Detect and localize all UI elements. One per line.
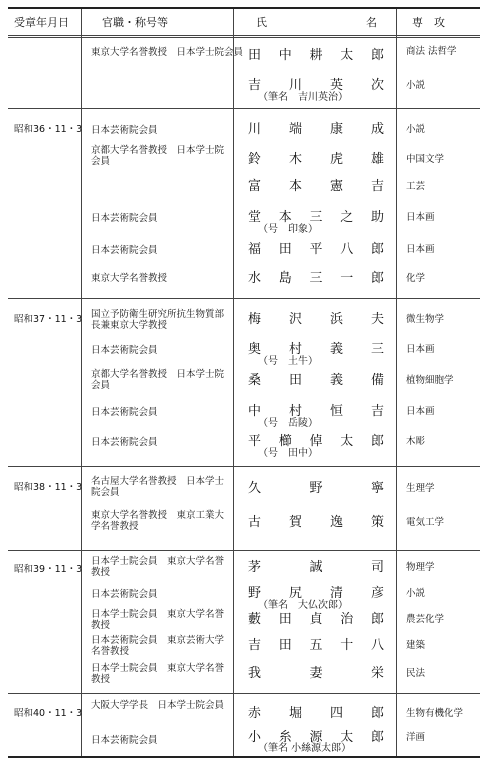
name-cell	[248, 613, 384, 626]
header-date: 受章年月日	[14, 16, 69, 29]
name-part: 櫛	[278, 434, 292, 449]
title-cell: 東京大学名誉教授	[91, 273, 168, 284]
specialty-cell: 商法 法哲学	[406, 46, 457, 57]
award-table	[8, 7, 480, 758]
name-part: 堂	[248, 210, 262, 225]
name-part: 誠	[309, 560, 323, 575]
name-part: 中	[248, 404, 262, 419]
title-cell: 日本学士院会員 東京大学名誉教授	[91, 663, 225, 685]
name-part: 本	[288, 179, 302, 194]
name-part: 三	[309, 271, 323, 286]
name-cell	[248, 561, 384, 574]
group-separator	[8, 693, 480, 694]
name-cell	[248, 49, 384, 62]
name-part: 中	[278, 48, 292, 63]
name-part: 田	[278, 612, 292, 627]
name-part: 逸	[329, 515, 343, 530]
name-part: 糸	[278, 730, 292, 745]
title-cell: 日本芸術院会員	[91, 125, 158, 136]
name-cell	[248, 211, 384, 224]
name-part: 彦	[370, 586, 384, 601]
specialty-cell: 化学	[406, 273, 426, 284]
name-part: 恒	[329, 404, 343, 419]
name-part: 妻	[309, 666, 323, 681]
specialty-cell: 中国文学	[406, 154, 445, 165]
name-cell	[248, 516, 384, 529]
name-part: 太	[340, 730, 354, 745]
pen-name-note: （号 土牛）	[258, 356, 318, 367]
name-part: 梅	[248, 312, 262, 327]
name-part: 倬	[309, 434, 323, 449]
name-part: 桑	[248, 373, 262, 388]
name-part: 義	[329, 342, 343, 357]
name-part: 村	[288, 342, 302, 357]
name-part: 沢	[288, 312, 302, 327]
title-cell: 日本学士院会員 東京大学名誉教授	[91, 556, 225, 578]
specialty-cell: 民法	[406, 668, 426, 679]
name-part: 村	[288, 404, 302, 419]
specialty-cell: 電気工学	[406, 517, 445, 528]
name-part: 福	[248, 242, 262, 257]
name-part: 吉	[248, 638, 262, 653]
title-cell: 日本芸術院会員	[91, 245, 158, 256]
name-cell	[248, 435, 384, 448]
name-part: 茅	[248, 560, 262, 575]
name-part: 平	[248, 434, 262, 449]
name-part: 富	[248, 179, 262, 194]
name-part: 郎	[370, 730, 384, 745]
specialty-cell: 日本画	[406, 406, 435, 417]
name-part: 郎	[370, 706, 384, 721]
name-part: 一	[340, 271, 354, 286]
name-part: 鈴	[248, 152, 262, 167]
date-cell: 昭和36・11・3	[14, 124, 83, 135]
name-part: 清	[329, 586, 343, 601]
name-cell	[248, 587, 384, 600]
name-part: 治	[340, 612, 354, 627]
name-part: 耕	[309, 48, 323, 63]
name-cell	[248, 482, 384, 495]
specialty-cell: 工芸	[406, 181, 426, 192]
specialty-cell: 生物有機化学	[406, 708, 464, 719]
name-part: 三	[370, 342, 384, 357]
name-cell	[248, 639, 384, 652]
pen-name-note: （筆名 小絲源太郎）	[258, 743, 352, 754]
title-cell: 日本芸術院会員	[91, 589, 158, 600]
title-cell: 日本芸術院会員	[91, 735, 158, 746]
name-part: 藪	[248, 612, 262, 627]
date-cell: 昭和39・11・3	[14, 564, 83, 575]
name-part: 成	[370, 122, 384, 137]
date-cell: 昭和40・11・3	[14, 708, 83, 719]
name-part: 尻	[288, 586, 302, 601]
specialty-cell: 植物細胞学	[406, 375, 454, 386]
specialty-cell: 日本画	[406, 244, 435, 255]
name-part: 吉	[370, 404, 384, 419]
specialty-cell: 小説	[406, 124, 426, 135]
specialty-cell: 生理学	[406, 483, 435, 494]
name-part: 郎	[370, 242, 384, 257]
title-cell: 大阪大学学長 日本学士院会員	[91, 700, 225, 711]
group-separator	[8, 108, 480, 109]
name-cell	[248, 405, 384, 418]
header-separator	[8, 35, 480, 38]
pen-name-note: （筆名 大仏次郎）	[258, 600, 348, 611]
name-part: 雄	[370, 152, 384, 167]
title-cell: 日本芸術院会員 東京芸術大学名誉教授	[91, 635, 225, 657]
pen-name-note: （筆名 吉川英治）	[258, 92, 348, 103]
name-part: 策	[370, 515, 384, 530]
name-part: 三	[309, 210, 323, 225]
name-cell	[248, 343, 384, 356]
name-part: 憲	[329, 179, 343, 194]
name-part: 田	[278, 242, 292, 257]
name-part: 木	[288, 152, 302, 167]
title-cell: 東京大学名誉教授 東京工業大学名誉教授	[91, 510, 225, 532]
name-part: 吉	[370, 179, 384, 194]
name-part: 我	[248, 666, 262, 681]
name-part: 司	[370, 560, 384, 575]
specialty-cell: 微生物学	[406, 314, 445, 325]
name-part: 義	[329, 373, 343, 388]
name-part: 五	[309, 638, 323, 653]
name-part: 太	[340, 434, 354, 449]
name-cell	[248, 374, 384, 387]
name-part: 康	[329, 122, 343, 137]
date-cell: 昭和38・11・3	[14, 482, 83, 493]
name-part: 栄	[370, 666, 384, 681]
name-part: 平	[309, 242, 323, 257]
name-part: 島	[278, 271, 292, 286]
pen-name-note: （号 印象）	[258, 224, 318, 235]
name-cell	[248, 313, 384, 326]
name-cell	[248, 243, 384, 256]
name-part: 十	[340, 638, 354, 653]
name-part: 郎	[370, 271, 384, 286]
title-cell: 日本芸術院会員	[91, 345, 158, 356]
group-separator	[8, 466, 480, 467]
name-part: 備	[370, 373, 384, 388]
name-cell	[248, 180, 384, 193]
name-part: 小	[248, 730, 262, 745]
name-cell	[248, 153, 384, 166]
name-part: 夫	[370, 312, 384, 327]
name-part: 八	[370, 638, 384, 653]
title-cell: 日本学士院会員 東京大学名誉教授	[91, 609, 225, 631]
title-cell: 日本芸術院会員	[91, 407, 158, 418]
name-part: 水	[248, 271, 262, 286]
title-cell: 日本芸術院会員	[91, 213, 158, 224]
pen-name-note: （号 岳陵）	[258, 418, 318, 429]
group-separator	[8, 298, 480, 299]
header-specialty: 専 攻	[412, 16, 445, 29]
specialty-cell: 洋画	[406, 732, 426, 743]
column-divider	[396, 9, 397, 756]
name-part: 虎	[329, 152, 343, 167]
header-name-2: 名	[366, 16, 377, 29]
name-cell	[248, 707, 384, 720]
name-part: 端	[288, 122, 302, 137]
name-part: 次	[370, 78, 384, 93]
name-part: 奥	[248, 342, 262, 357]
name-part: 太	[340, 48, 354, 63]
name-part: 古	[248, 515, 262, 530]
date-cell: 昭和37・11・3	[14, 314, 83, 325]
name-part: 郎	[370, 612, 384, 627]
title-cell: 京都大学名誉教授 日本学士院会員	[91, 369, 225, 391]
name-cell	[248, 79, 384, 92]
specialty-cell: 農芸化学	[406, 614, 445, 625]
pen-name-note: （号 田中）	[258, 448, 318, 459]
name-part: 赤	[248, 706, 262, 721]
name-part: 之	[340, 210, 354, 225]
name-part: 貞	[309, 612, 323, 627]
column-divider	[81, 9, 82, 756]
name-cell	[248, 667, 384, 680]
name-part: 郎	[370, 48, 384, 63]
specialty-cell: 小説	[406, 588, 426, 599]
title-cell: 日本芸術院会員	[91, 437, 158, 448]
name-part: 田	[248, 48, 262, 63]
name-part: 川	[248, 122, 262, 137]
title-cell: 東京大学名誉教授 日本学士院会員	[91, 47, 244, 58]
specialty-cell: 小説	[406, 80, 426, 91]
name-part: 源	[309, 730, 323, 745]
name-part: 田	[288, 373, 302, 388]
title-cell: 名古屋大学名誉教授 日本学士院会員	[91, 476, 225, 498]
name-part: 田	[278, 638, 292, 653]
name-part: 野	[309, 481, 323, 496]
name-part: 堀	[288, 706, 302, 721]
name-part: 本	[278, 210, 292, 225]
name-part: 郎	[370, 434, 384, 449]
specialty-cell: 木彫	[406, 436, 426, 447]
title-cell: 国立予防衛生研究所抗生物質部長兼東京大学教授	[91, 309, 225, 331]
title-cell: 京都大学名誉教授 日本学士院会員	[91, 145, 225, 167]
name-part: 寧	[370, 481, 384, 496]
specialty-cell: 物理学	[406, 562, 435, 573]
specialty-cell: 日本画	[406, 344, 435, 355]
name-cell	[248, 272, 384, 285]
name-part: 八	[340, 242, 354, 257]
name-part: 賀	[288, 515, 302, 530]
name-part: 川	[288, 78, 302, 93]
name-part: 四	[329, 706, 343, 721]
group-separator	[8, 550, 480, 551]
name-part: 浜	[329, 312, 343, 327]
name-part: 助	[370, 210, 384, 225]
name-part: 英	[329, 78, 343, 93]
header-name-1: 氏	[256, 16, 267, 29]
name-part: 吉	[248, 78, 262, 93]
column-divider	[233, 9, 234, 756]
name-part: 野	[248, 586, 262, 601]
specialty-cell: 建築	[406, 640, 426, 651]
name-part: 久	[248, 481, 262, 496]
header-title: 官職・称号等	[102, 16, 168, 29]
specialty-cell: 日本画	[406, 212, 435, 223]
name-cell	[248, 123, 384, 136]
